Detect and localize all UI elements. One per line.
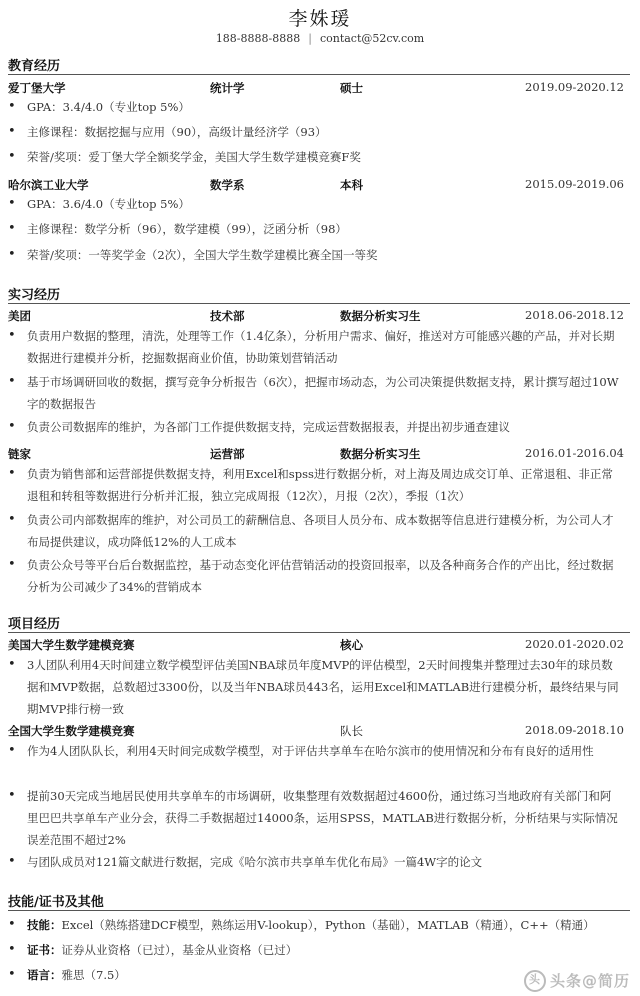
- project-name: 美国大学生数学建模竞赛: [8, 638, 135, 652]
- bullet-item: [8, 939, 620, 961]
- bullet-item: • 负责用户数据的整理，清洗，处理等工作（1.4亿条），分析用户需求、偏好，推送对方可能感兴趣的产品，并对长期数据进行建模并分析，挖掘数据商业价值，协助策划营销活动: [8, 325, 620, 369]
- project-role: 队长: [340, 724, 363, 738]
- bullet-item: • 与团队成员对121篇文献进行数据，完成《哈尔滨市共享单车优化布局》一篇4W字的论文: [8, 851, 620, 873]
- section-title-education: 教育经历: [8, 59, 61, 74]
- date: 2016.01-2016.04: [525, 446, 624, 460]
- date: 2018.09-2018.10: [525, 723, 624, 737]
- education-entry-header: [8, 80, 624, 96]
- degree: 硕士: [340, 81, 363, 95]
- section-rule: [8, 910, 630, 911]
- bullet-item: • 负责为销售部和运营部提供数据支持，利用Excel和spss进行数据分析，对上海及周边成交订单、正常退租、非正常退租和转租等数据进行分析并汇报，独立完成周报（12次），月报（2次），季报（1次）: [8, 463, 620, 507]
- school: 哈尔滨工业大学: [8, 178, 89, 192]
- bullet-item: • 负责公司数据库的维护，为各部门工作提供数据支持，完成运营数据报表，并提出初步通查建议: [8, 416, 620, 438]
- date: 2015.09-2019.06: [525, 177, 624, 191]
- internship-entry-header: [8, 446, 624, 462]
- contact-line: [0, 32, 640, 45]
- project-role: 核心: [340, 638, 363, 652]
- degree: 本科: [340, 178, 363, 192]
- section-title-projects: 项目经历: [8, 617, 61, 632]
- bullet-item: • GPA：3.6/4.0（专业top 5%）: [8, 193, 620, 215]
- project-name: 全国大学生数学建模竞赛: [8, 724, 135, 738]
- skill-text: 雅思（7.5）: [61, 968, 126, 982]
- school: 爱丁堡大学: [8, 81, 66, 95]
- bullet-item: • 作为4人团队队长，利用4天时间完成数学模型，对于评估共享单车在哈尔滨市的使用情况和分布有良好的适用性: [8, 740, 620, 762]
- bullet-item: • 基于市场调研回收的数据，撰写竞争分析报告（6次），把握市场动态，为公司决策提供数据支持，累计撰写超过10W字的数据报告: [8, 371, 620, 415]
- contact-separator: |: [308, 32, 312, 45]
- skill-label: 技能：: [27, 918, 62, 932]
- section-rule: [8, 303, 630, 304]
- company: 链家: [8, 447, 31, 461]
- major: 数学系: [210, 178, 245, 192]
- date: 2020.01-2020.02: [525, 637, 624, 651]
- bullet-item: • 负责公司内部数据库的维护，对公司员工的薪酬信息、各项目人员分布、成本数据等信息进行建模分析，为公司人才布局提供建议，成功降低12%的人工成本: [8, 509, 620, 553]
- date: 2018.06-2018.12: [525, 308, 624, 322]
- bullet-item: • 提前30天完成当地居民使用共享单车的市场调研，收集整理有效数据超过4600份，通过练习当地政府有关部门和阿里巴巴共享单车产业分会，获得二手数据超过14000条，运用SPSS，MATLAB进行数据分析，分析结果与实际情况误差范围不超过2%: [8, 785, 620, 851]
- section-title-internship: 实习经历: [8, 288, 61, 303]
- project-entry-header: [8, 637, 624, 653]
- bullet-item: • 荣誉/奖项：爱丁堡大学全额奖学金，美国大学生数学建模竞赛F奖: [8, 146, 620, 168]
- candidate-name: 李姝瑗: [288, 8, 352, 30]
- role: 数据分析实习生: [340, 447, 421, 461]
- skill-text: 证券从业资格（已过），基金从业资格（已过）: [61, 943, 298, 957]
- skill-text: Excel（熟练搭建DCF模型，熟练运用V-lookup），Python（基础），MATLAB（精通），C++（精通）: [61, 918, 595, 932]
- department: 运营部: [210, 447, 245, 461]
- skill-label: 证书：: [27, 943, 62, 957]
- department: 技术部: [210, 309, 245, 323]
- watermark-icon: 头: [524, 970, 546, 992]
- project-entry-header: [8, 723, 624, 739]
- bullet-item: • 主修课程：数据挖掘与应用（90），高级计量经济学（93）: [8, 121, 620, 143]
- education-entry-header: [8, 177, 624, 193]
- bullet-item: [8, 914, 620, 936]
- section-rule: [8, 74, 630, 75]
- bullet-item: • 荣誉/奖项：一等奖学金（2次），全国大学生数学建模比赛全国一等奖: [8, 244, 620, 266]
- bullet-item: • GPA：3.4/4.0（专业top 5%）: [8, 96, 620, 118]
- skill-label: 语言：: [27, 968, 62, 982]
- section-title-skills: 技能/证书及其他: [8, 895, 104, 910]
- bullet-item: • 3人团队利用4天时间建立数学模型评估美国NBA球员年度MVP的评估模型，2天时间搜集并整理过去30年的球员数据和MVP数据，总数超过3300份，以及当年NBA球员443名，运用Excel和MATLAB进行建模分析，最终结果与同期MVP排行榜一致: [8, 654, 620, 720]
- email: contact@52cv.com: [319, 32, 425, 45]
- bullet-item: • 主修课程：数学分析（96），数学建模（99），泛函分析（98）: [8, 218, 620, 240]
- watermark: 头 头条@简历: [524, 970, 630, 993]
- company: 美团: [8, 309, 31, 323]
- bullet-item: • 负责公众号等平台后台数据监控，基于动态变化评估营销活动的投资回报率，以及各种商务合作的产出比，经过数据分析为公司减少了34%的营销成本: [8, 554, 620, 598]
- section-rule: [8, 632, 630, 633]
- phone: 188-8888-8888: [215, 32, 301, 45]
- internship-entry-header: [8, 308, 624, 324]
- role: 数据分析实习生: [340, 309, 421, 323]
- date: 2019.09-2020.12: [525, 80, 624, 94]
- major: 统计学: [210, 81, 245, 95]
